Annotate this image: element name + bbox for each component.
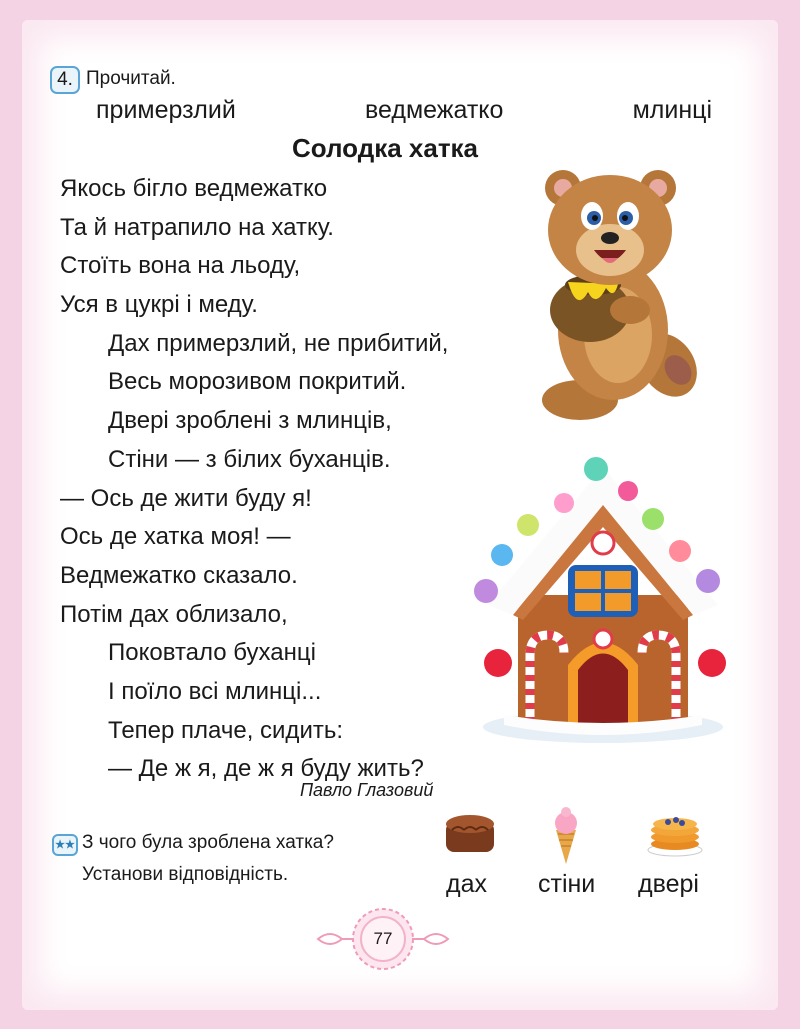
poem-text xyxy=(60,170,448,789)
poem-line: Тепер плаче, сидить: xyxy=(108,716,344,744)
roof-label: дах xyxy=(446,870,487,898)
door-label: двері xyxy=(638,870,699,898)
poem-line: Стіни — з білих буханців. xyxy=(108,445,391,473)
poem-line: Та й натрапило на хатку. xyxy=(60,213,334,241)
poem-title: Солодка хатка xyxy=(291,133,479,163)
vocab-word: примерзлий xyxy=(96,96,236,124)
poem-line: Дах примерзлий, не прибитий, xyxy=(108,329,449,357)
pancakes-icon xyxy=(646,808,704,858)
page-number: 77 xyxy=(373,929,393,948)
poem-line: Ведмежатко сказало. xyxy=(60,561,298,589)
walls-label: стіни xyxy=(538,870,596,898)
question-instruction: Установи відповідність. xyxy=(82,864,289,885)
vocab-word: млинці xyxy=(632,96,712,124)
poem-line: — Ось де жити буду я! xyxy=(60,484,312,512)
question-text: З чого була зроблена хатка? xyxy=(82,832,334,853)
poem-line: Потім дах облизало, xyxy=(60,600,288,628)
vocabulary-words xyxy=(96,96,712,125)
poem-author: Павло Глазовий xyxy=(300,780,434,800)
poem-line: Стоїть вона на льоду, xyxy=(60,252,301,280)
bread-icon xyxy=(442,812,498,856)
poem-line: Весь морозивом покритий. xyxy=(108,368,407,396)
task-instruction: Прочитай. xyxy=(86,68,176,89)
poem-line: Якось бігло ведмежатко xyxy=(60,175,328,202)
bear-illustration xyxy=(518,160,718,432)
two-stars-icon: ★★ xyxy=(52,834,78,856)
poem-line: — Де ж я, де ж я буду жить? xyxy=(108,755,424,783)
gingerbread-house-illustration xyxy=(468,455,738,755)
vocab-word: ведмежатко xyxy=(365,96,504,124)
poem-line: І поїло всі млинці... xyxy=(108,677,322,705)
poem-line: Ось де хатка моя! — xyxy=(60,523,291,551)
poem-line: Поковтало буханці xyxy=(108,639,316,667)
poem-line: Двері зроблені з млинців, xyxy=(108,407,392,435)
ice-cream-icon xyxy=(548,806,584,866)
poem-line: Уся в цукрі і меду. xyxy=(60,291,258,319)
task-number-badge: 4. xyxy=(50,66,80,94)
